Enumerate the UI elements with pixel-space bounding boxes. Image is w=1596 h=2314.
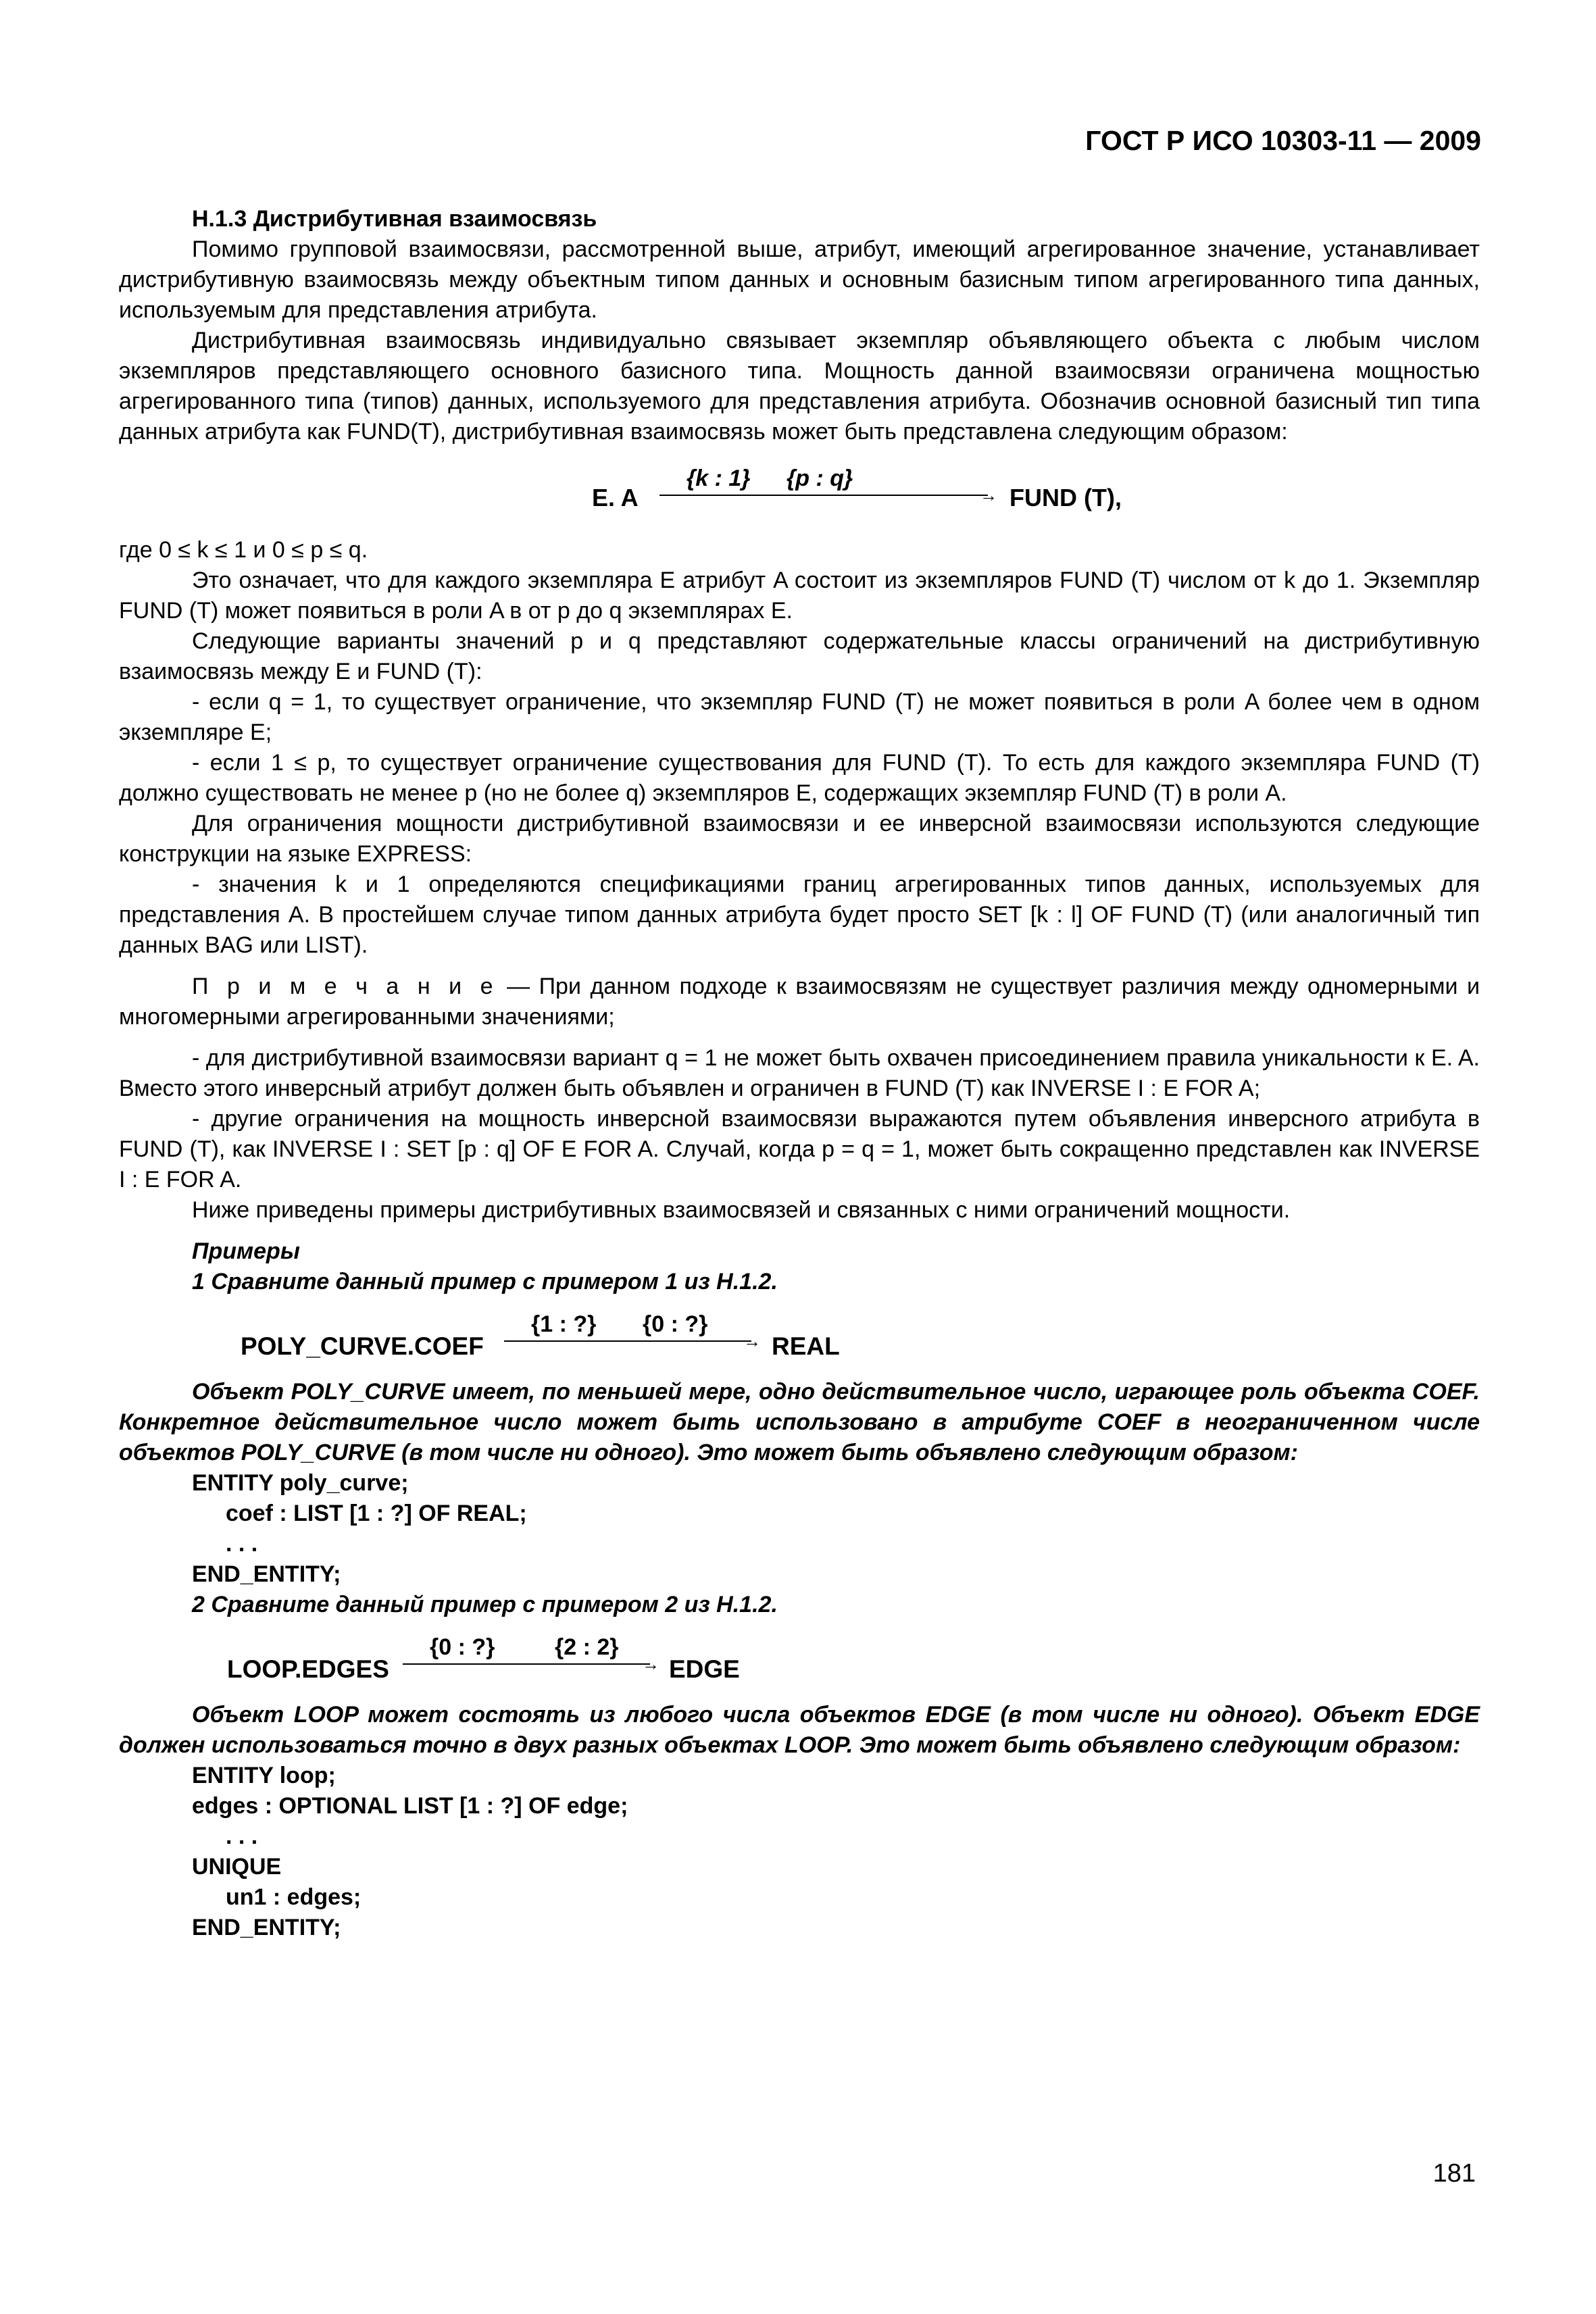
arrow-head-icon: → — [642, 1654, 659, 1674]
example-2-code — [119, 1761, 1480, 1943]
ex2-label-2: {2 : 2} — [555, 1634, 619, 1660]
formula-arrow — [659, 463, 997, 518]
note-paragraph — [119, 972, 1480, 1032]
example-1-code — [119, 1468, 1480, 1590]
code-line: . . . — [226, 1823, 258, 1849]
code-line: UNIQUE — [192, 1854, 282, 1880]
code-line: edges : OPTIONAL LIST [1 : ?] OF edge; — [192, 1793, 628, 1819]
paragraph-where: где 0 ≤ k ≤ 1 и 0 ≤ p ≤ q. — [119, 537, 368, 563]
code-line: END_ENTITY; — [192, 1915, 341, 1940]
page-content — [119, 204, 1480, 1943]
paragraph: - значения k и 1 определяются спецификациями границ агрегированных типов данных, используемых для представления A. В простейшем случае типом данных атрибута будет просто SET [k : l] OF FUND (T) (или аналогичный тип данных BAG или LIST). — [119, 872, 1480, 958]
paragraph: Для ограничения мощности дистрибутивной взаимосвязи и ее инверсной взаимосвязи используются следующие конструкции на языке EXPRESS: — [119, 811, 1480, 867]
arrow-head-icon: → — [980, 485, 997, 505]
example-1-intro: 1 Сравните данный пример с примером 1 из H.1.2. — [192, 1269, 778, 1294]
paragraph: - если q = 1, то существует ограничение, что экземпляр FUND (T) не может появиться в роли A более чем в одном экземпляре E; — [119, 689, 1480, 745]
arrow-line — [403, 1663, 650, 1665]
formula-lhs: E. A — [592, 484, 639, 511]
code-line: ENTITY loop; — [192, 1763, 336, 1788]
code-line: . . . — [226, 1531, 258, 1557]
paragraph: - если 1 ≤ p, то существует ограничение существования для FUND (T). То есть для каждого экземпляра FUND (T) должно существовать не менее p (но не более q) экземпляров E, содержащих экземпляр FUND (T) в роли A. — [119, 750, 1480, 806]
ex1-lhs: POLY_CURVE.COEF — [241, 1332, 484, 1360]
ex2-label-1: {0 : ?} — [430, 1634, 495, 1660]
standard-header: ГОСТ Р ИСО 10303-11 — 2009 — [1085, 125, 1481, 156]
paragraph: - для дистрибутивной взаимосвязи вариант q = 1 не может быть охвачен присоединением правила уникальности к E. A. Вместо этого инверсный атрибут должен быть объявлен и ограничен в FUND (T) как INVERSE I : E FOR A; — [119, 1045, 1480, 1101]
ex2-lhs: LOOP.EDGES — [227, 1655, 389, 1683]
example-1-formula — [119, 1309, 1480, 1365]
arrow-head-icon: → — [743, 1331, 761, 1351]
formula-rhs: FUND (T), — [1009, 484, 1122, 511]
example-2-text: Объект LOOP может состоять из любого числа объектов EDGE (в том числе ни одного). Объект EDGE должен использоваться точно в двух разных объектах LOOP. Это может быть объявлено следующим образом: — [119, 1702, 1480, 1758]
paragraph: Дистрибутивная взаимосвязь индивидуально связывает экземпляр объявляющего объекта с любым числом экземпляров представляющего основного базисного типа. Мощность данной взаимосвязи ограничена мощностью агрегированного типа (типов) данных, используемого для представления атрибута. Обозначив основной базисный тип типа данных атрибута как FUND(T), дистрибутивная взаимосвязь может быть представлена следующим образом: — [119, 328, 1480, 445]
code-line: coef : LIST [1 : ?] OF REAL; — [226, 1501, 527, 1526]
note-text: — При данном подходе к взаимосвязям не существует различия между одномерными и многомерными агрегированными значениями; — [119, 974, 1480, 1030]
code-line: un1 : edges; — [226, 1884, 361, 1910]
example-2-intro: 2 Сравните данный пример с примером 2 из H.1.2. — [192, 1592, 778, 1617]
ex2-rhs: EDGE — [669, 1655, 740, 1683]
note-label: П р и м е ч а н и е — [192, 974, 498, 999]
examples-title: Примеры — [192, 1238, 300, 1264]
paragraph: Ниже приведены примеры дистрибутивных взаимосвязей и связанных с ними ограничений мощности. — [192, 1197, 1291, 1223]
arrow-line — [504, 1340, 751, 1342]
section-heading: H.1.3 Дистрибутивная взаимосвязь — [192, 206, 597, 232]
formula-label-1: {k : 1} — [687, 466, 751, 491]
code-line: END_ENTITY; — [192, 1561, 341, 1587]
page-number: 181 — [1432, 2159, 1476, 2188]
paragraph: Это означает, что для каждого экземпляра E атрибут A состоит из экземпляров FUND (T) числом от k до 1. Экземпляр FUND (T) может появиться в роли A в от p до q экземплярах E. — [119, 568, 1480, 624]
example-1-text: Объект POLY_CURVE имеет, по меньшей мере, одно действительное число, играющее роль объекта COEF. Конкретное действительное число может быть использовано в атрибуте COEF в неограниченном числе объектов POLY_CURVE (в том числе ни одного). Это может быть объявлено следующим образом: — [119, 1379, 1480, 1465]
paragraph: - другие ограничения на мощность инверсной взаимосвязи выражаются путем объявления инверсного атрибута в FUND (T), как INVERSE I : SET [p : q] OF E FOR A. Случай, когда p = q = 1, может быть сокращенно представлен как INVERSE I : E FOR A. — [119, 1106, 1480, 1192]
paragraph: Следующие варианты значений p и q представляют содержательные классы ограничений на дистрибутивную взаимосвязь между E и FUND (T): — [119, 628, 1480, 684]
ex2-arrow — [403, 1632, 659, 1686]
paragraph: Помимо групповой взаимосвязи, рассмотренной выше, атрибут, имеющий агрегированное значение, устанавливает дистрибутивную взаимосвязь между объектным типом данных и основным базисным типом агрегированного типа данных, используемым для представления атрибута. — [119, 236, 1480, 323]
main-formula — [119, 463, 1480, 518]
ex1-label-1: {1 : ?} — [531, 1311, 597, 1337]
arrow-line — [659, 495, 988, 496]
ex1-rhs: REAL — [772, 1332, 840, 1360]
example-2-formula — [119, 1632, 1480, 1688]
formula-label-2: {p : q} — [787, 466, 853, 491]
ex1-arrow — [504, 1309, 761, 1363]
code-line: ENTITY poly_curve; — [192, 1470, 409, 1496]
ex1-label-2: {0 : ?} — [643, 1311, 708, 1337]
